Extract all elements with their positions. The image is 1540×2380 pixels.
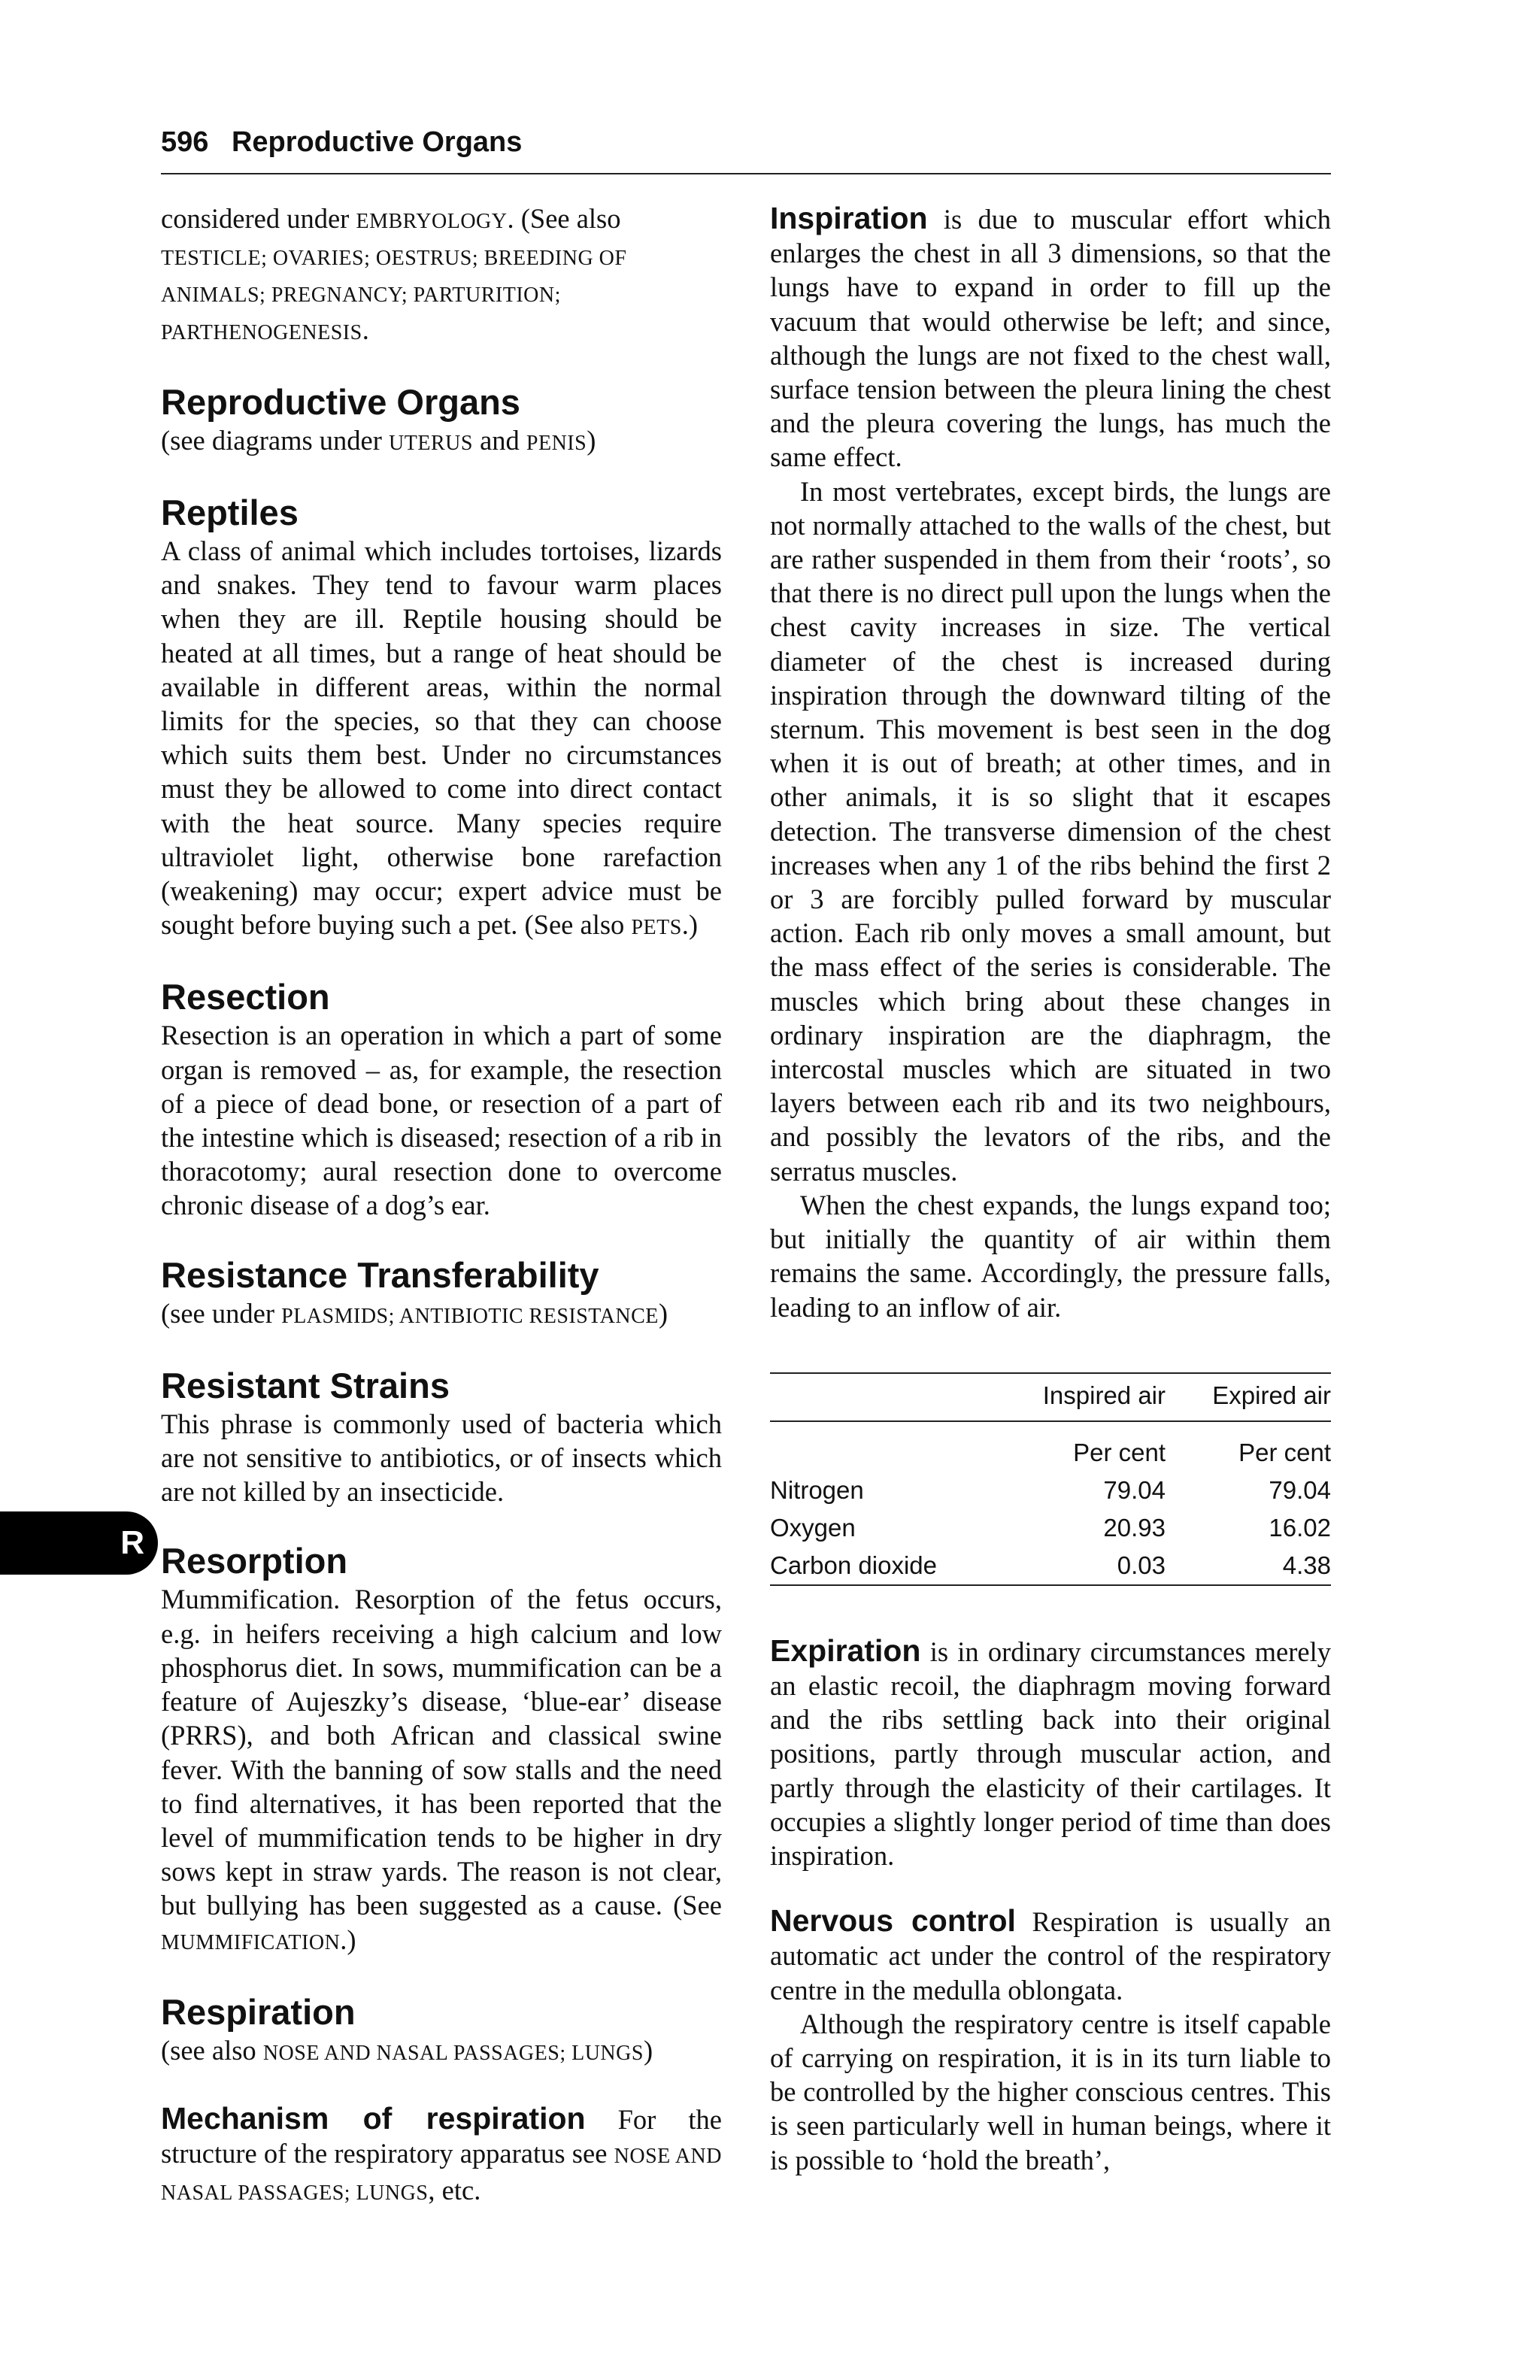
- see-text: (See also: [524, 909, 632, 941]
- intro-text-3: .: [362, 314, 369, 345]
- mechanism-runin-heading: Mechanism of respiration: [161, 2100, 586, 2136]
- plasmids-crossref: PLASMIDS; ANTIBIOTIC RESISTANCE: [281, 1304, 659, 1328]
- mechanism-text: For the structure of the respiratory apparatus see: [161, 2103, 722, 2169]
- table-header-row: [770, 1373, 1331, 1421]
- see-text: (see diagrams under: [161, 424, 390, 456]
- heading-resection: Resection: [161, 977, 330, 1017]
- inspired-value: 20.93: [1103, 1513, 1166, 1542]
- intro-paragraph: [161, 202, 722, 350]
- expired-value: 16.02: [1269, 1513, 1331, 1542]
- inspiration-paragraph: [770, 202, 1331, 474]
- see-text: ): [658, 1297, 668, 1329]
- left-column: [161, 202, 722, 2211]
- expiration-runin-heading: Expiration: [770, 1633, 921, 1668]
- page-number: 596: [161, 126, 209, 158]
- heading-resorption: Resorption: [161, 1541, 348, 1581]
- running-title: Reproductive Organs: [231, 126, 523, 158]
- resistant-paragraph: This phrase is commonly used of bacteria which are not sensitive to antibiotics, or of insects which are not killed by an insecticide.: [161, 1408, 722, 1508]
- unit-expired: Per cent: [1238, 1438, 1331, 1466]
- heading-resistance-transferability: Resistance Transferability: [161, 1254, 599, 1295]
- intro-text-2: . (See also: [507, 203, 621, 234]
- resorption-text: Mummification. Resorption of the fetus occurs, e.g. in heifers receiving a high calcium and low phosphorus diet. In sows, mummification can be a feature of Aujeszky’s disease, ‘blue-ear’ disease (PRRS), and both African and classical swine fever. With the banning of sow stalls and the need to find alternatives, it has been reported that the level of mummification tends to be higher in dry sows kept in straw yards. The reason is not clear, but bullying has been suggested as a cause.: [161, 1584, 722, 1921]
- see-text: ): [643, 2034, 653, 2066]
- chest-expands-paragraph: When the chest expands, the lungs expand too; but initially the quantity of air within them remains the same. Accordingly, the pressure falls, leading to an inflow of air.: [770, 1189, 1331, 1323]
- table-row: [770, 1472, 1331, 1509]
- respiratory-centre-paragraph: Although the respiratory centre is itself capable of carrying on respiration, it is in its turn liable to be controlled by the higher conscious centres. This is seen particularly well in human beings, where it is possible to ‘hold the breath’,: [770, 2008, 1331, 2175]
- right-column: [770, 202, 1331, 2177]
- inspired-value: 0.03: [993, 1547, 1166, 1585]
- see-text: ): [587, 424, 596, 456]
- running-head: [161, 126, 1331, 174]
- expiration-text: is in ordinary circumstances merely an elastic recoil, the diaphragm moving forward and the ribs settling back into their original positions, partly through muscular action, and partly through the elasticity of their cartilages. It occupies a slightly longer period of time than does inspiration.: [770, 1636, 1331, 1871]
- mechanism-end: , etc.: [428, 2175, 481, 2206]
- table-row: [770, 1547, 1331, 1585]
- inspired-value: 79.04: [1103, 1475, 1166, 1504]
- table-header-blank: [770, 1373, 993, 1421]
- gas-name: Nitrogen: [770, 1475, 864, 1504]
- embryology-crossref: EMBRYOLOGY: [356, 210, 508, 233]
- inspiration-runin-heading: Inspiration: [770, 201, 928, 235]
- heading-resistant-strains: Resistant Strains: [161, 1365, 450, 1405]
- heading-reptiles: Reptiles: [161, 493, 299, 533]
- thumb-tab-letter: R: [120, 1524, 144, 1561]
- inspiration-text: is due to muscular effort which enlarges the chest in all 3 dimensions, so that the lungs have to expand in order to fill up the vacuum that would otherwise be left; and since, although the lungs are not fixed to the chest wall, surface tension between the pleura lining the chest and the pleura covering the lungs, has much the same effect.: [770, 204, 1331, 473]
- air-composition-table: [770, 1372, 1331, 1586]
- section-thumb-tab: [0, 1511, 158, 1575]
- resistance-see-note: [161, 1296, 722, 1333]
- vertebrates-paragraph: In most vertebrates, except birds, the lungs are not normally attached to the walls of the chest, but are rather suspended in them from their ‘roots’, so that there is no direct pull upon the lungs when the chest cavity increases in size. The vertical diameter of the chest is increased during inspiration through the downward tilting of the sternum. This movement is best seen in the dog when it is out of breath; at other times, and in other animals, it is so slight that it escapes detection. The transverse dimension of the chest increases when any 1 of the ribs behind the first 2 or 3 are forcibly pulled forward by muscular action. Each rib only moves a small amount, but the mass effect of the series is considerable. The muscles which bring about these changes in ordinary inspiration are the diaphragm, the intercostal muscles which are situated in two layers between each rib and its two neighbours, and possibly the levators of the ribs, and the serratus muscles.: [770, 475, 1331, 1187]
- heading-respiration: Respiration: [161, 1991, 356, 2032]
- table-row: [770, 1509, 1331, 1547]
- see-text: (See: [662, 1890, 722, 1921]
- expired-value: 79.04: [1269, 1475, 1331, 1504]
- resection-paragraph: Resection is an operation in which a part of some organ is removed – as, for example, the resection of a piece of dead bone, or resection of a part of the intestine which is diseased; resection of a rib in thoracotomy; aural resection done to overcome chronic disease of a dog’s ear.: [161, 1020, 722, 1221]
- see-text: and: [472, 424, 526, 456]
- reptiles-paragraph: [161, 534, 722, 944]
- reproductive-see-note: [161, 423, 722, 460]
- see-text: (see under: [161, 1297, 282, 1329]
- resorption-paragraph: [161, 1582, 722, 1959]
- see-text: .): [681, 909, 699, 941]
- respiration-see-note: [161, 2033, 722, 2070]
- column-expired-air: Expired air: [1166, 1373, 1331, 1421]
- uterus-crossref: UTERUS: [389, 431, 473, 455]
- unit-row: [770, 1421, 1331, 1472]
- gas-name: Oxygen: [770, 1513, 856, 1542]
- mechanism-paragraph: [161, 2102, 722, 2211]
- expired-value: 4.38: [1166, 1547, 1331, 1585]
- reptiles-text: A class of animal which includes tortoises, lizards and snakes. They tend to favour warm places when they are ill. Reptile housing should be heated at all times, but a range of heat should be available in different areas, within the normal limits for the species, so that they can choose which suits them best. Under no circumstances must they be allowed to come into direct contact with the heat source. Many species require ultraviolet light, otherwise bone rarefaction (weakening) may occur; expert advice must be sought before buying such a pet.: [161, 535, 722, 941]
- gas-name: Carbon dioxide: [770, 1547, 993, 1585]
- heading-reproductive-organs: Reproductive Organs: [161, 381, 520, 422]
- nose-lungs-crossref: NOSE AND NASAL PASSAGES; LUNGS: [262, 2041, 644, 2065]
- unit-inspired: Per cent: [1073, 1438, 1166, 1466]
- see-text: .): [340, 1924, 356, 1955]
- nose-lungs-crossref: NOSE AND NASAL PASSAGES; LUNGS: [161, 2145, 722, 2206]
- pets-crossref: PETS: [631, 916, 682, 940]
- nervous-control-paragraph: [770, 1904, 1331, 2007]
- see-also-crossrefs: TESTICLE; OVARIES; OESTRUS; BREEDING OF ANIMALS; PREGNANCY; PARTURITION; PARTHENOGENESIS: [161, 247, 627, 344]
- see-text: (see also: [161, 2034, 263, 2066]
- mummification-crossref: MUMMIFICATION: [161, 1930, 341, 1954]
- intro-text-1: considered under: [161, 203, 356, 234]
- nervous-control-text: Respiration is usually an automatic act under the control of the respiratory centre in the medulla oblongata.: [770, 1906, 1331, 2006]
- penis-crossref: PENIS: [526, 431, 587, 455]
- expiration-paragraph: [770, 1634, 1331, 1872]
- column-inspired-air: Inspired air: [993, 1373, 1166, 1421]
- nervous-control-runin-heading: Nervous control: [770, 1903, 1016, 1939]
